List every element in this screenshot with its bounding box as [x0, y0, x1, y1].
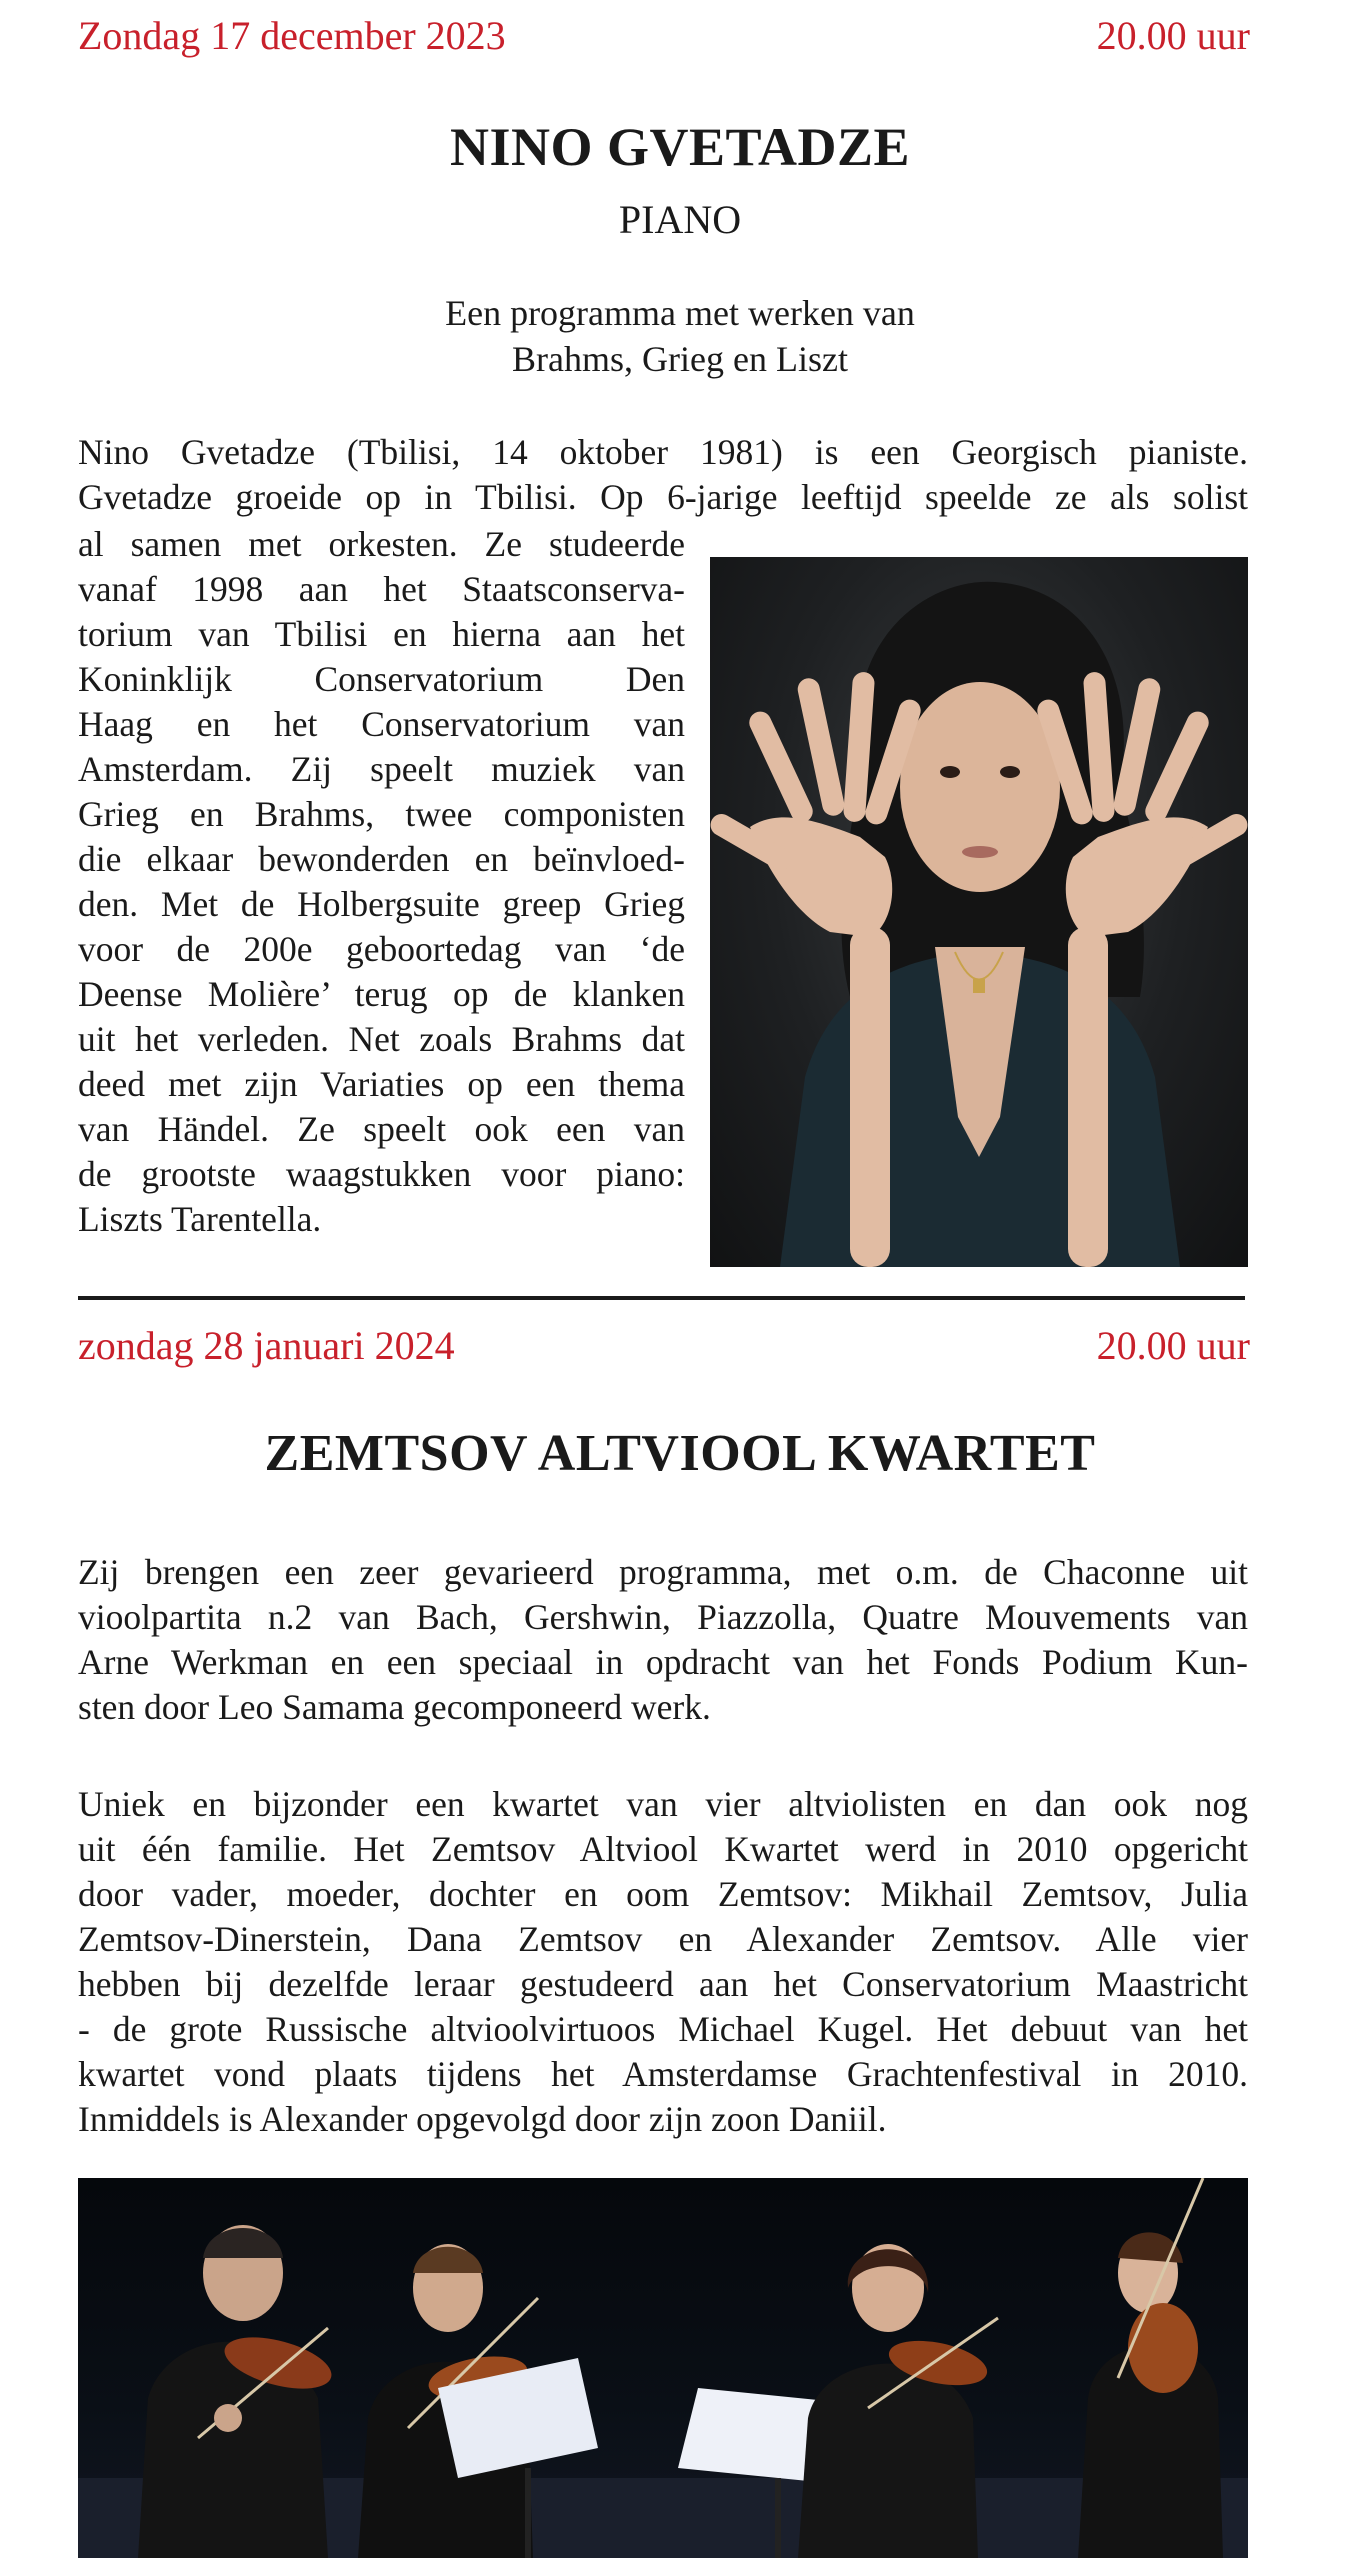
- bio-line: den. Met de Holbergsuite greep Grieg: [78, 884, 685, 924]
- paragraph-line: Arne Werkman en een speciaal in opdracht van het Fonds Podium Kun-: [78, 1642, 1248, 1682]
- event1-bio-column: [78, 522, 685, 1242]
- event1-program-line: Een programma met werken van: [445, 293, 915, 333]
- bio-line: Gvetadze groeide op in Tbilisi. Op 6-jarige leeftijd speelde ze als solist: [78, 477, 1248, 517]
- paragraph-line: hebben bij dezelfde leraar gestudeerd aan het Conservatorium Maastricht: [78, 1964, 1248, 2004]
- bio-line: torium van Tbilisi en hierna aan het: [78, 614, 685, 654]
- event1-artist: NINO GVETADZE: [449, 117, 911, 177]
- paragraph-line: sten door Leo Samama gecomponeerd werk.: [78, 1687, 711, 1727]
- quartet-photo: [78, 2178, 1248, 2558]
- bio-line: die elkaar bewonderden en beïnvloed-: [78, 839, 685, 879]
- quartet-illustration: [78, 2178, 1248, 2558]
- event2-paragraph-2: [78, 1782, 1248, 2142]
- event2-header: [78, 1322, 1250, 1369]
- event2-date: zondag 28 januari 2024: [78, 1323, 455, 1368]
- section-divider: [78, 1296, 1245, 1300]
- pianist-photo: [710, 557, 1248, 1267]
- pianist-portrait-illustration: [710, 557, 1248, 1267]
- bio-line: uit het verleden. Net zoals Brahms dat: [78, 1019, 685, 1059]
- event1-date: Zondag 17 december 2023: [78, 13, 506, 58]
- event1-instrument: PIANO: [618, 197, 742, 242]
- event1-bio-intro: [78, 430, 1248, 520]
- paragraph-line: Uniek en bijzonder een kwartet van vier altviolisten en dan ook nog: [78, 1784, 1248, 1824]
- paragraph-line: uit één familie. Het Zemtsov Altviool Kwartet werd in 2010 opgericht: [78, 1829, 1248, 1869]
- event2-artist: ZEMTSOV ALTVIOOL KWARTET: [264, 1425, 1096, 1482]
- paragraph-line: - de grote Russische altvioolvirtuoos Michael Kugel. Het debuut van het: [78, 2009, 1248, 2049]
- event2-paragraph-1: [78, 1550, 1248, 1730]
- event1-program: [0, 290, 1360, 382]
- bio-line: de grootste waagstukken voor piano:: [78, 1154, 685, 1194]
- event1-time: 20.00 uur: [1096, 13, 1250, 58]
- bio-line: Haag en het Conservatorium van: [78, 704, 685, 744]
- paragraph-line: door vader, moeder, dochter en oom Zemtsov: Mikhail Zemtsov, Julia: [78, 1874, 1248, 1914]
- paragraph-line: Zij brengen een zeer gevarieerd programma, met o.m. de Chaconne uit: [78, 1552, 1248, 1592]
- paragraph-line: Zemtsov-Dinerstein, Dana Zemtsov en Alexander Zemtsov. Alle vier: [78, 1919, 1248, 1959]
- bio-line: Grieg en Brahms, twee componisten: [78, 794, 685, 834]
- bio-line: Deense Molière’ terug op de klanken: [78, 974, 685, 1014]
- bio-line: voor de 200e geboortedag van ‘de: [78, 929, 685, 969]
- bio-line: Koninklijk Conservatorium Den: [78, 659, 685, 699]
- paragraph-line: Inmiddels is Alexander opgevolgd door zijn zoon Daniil.: [78, 2099, 887, 2139]
- bio-line: Liszts Tarentella.: [78, 1199, 322, 1239]
- paragraph-line: vioolpartita n.2 van Bach, Gershwin, Piazzolla, Quatre Mouvements van: [78, 1597, 1248, 1637]
- paragraph-line: kwartet vond plaats tijdens het Amsterdamse Grachtenfestival in 2010.: [78, 2054, 1248, 2094]
- bio-line: Nino Gvetadze (Tbilisi, 14 oktober 1981) is een Georgisch pianiste.: [78, 432, 1248, 472]
- bio-line: van Händel. Ze speelt ook een van: [78, 1109, 685, 1149]
- bio-line: vanaf 1998 aan het Staatsconserva-: [78, 569, 685, 609]
- bio-line: deed met zijn Variaties op een thema: [78, 1064, 685, 1104]
- event1-header: [78, 12, 1250, 59]
- bio-line: Amsterdam. Zij speelt muziek van: [78, 749, 685, 789]
- event2-time: 20.00 uur: [1096, 1323, 1250, 1368]
- bio-line: al samen met orkesten. Ze studeerde: [78, 524, 685, 564]
- event1-program-line: Brahms, Grieg en Liszt: [512, 339, 848, 379]
